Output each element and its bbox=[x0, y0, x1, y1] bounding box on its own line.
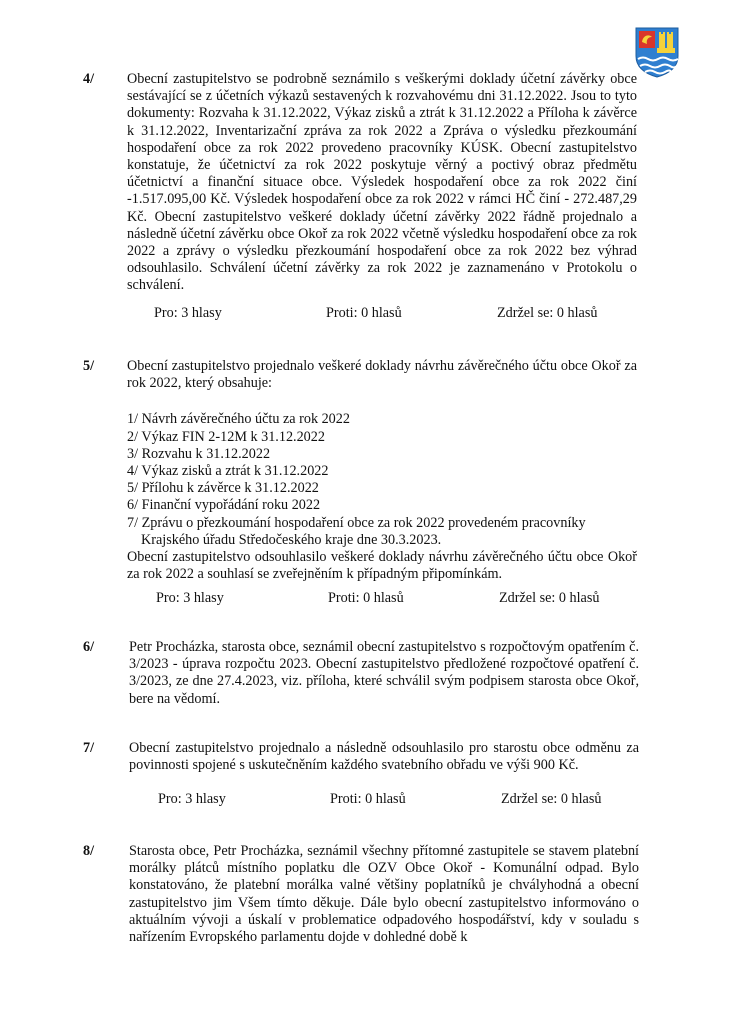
list-item: Krajského úřadu Středočeského kraje dne 30.3.2023. bbox=[141, 531, 442, 548]
list-item: 1/ Návrh závěrečného účtu za rok 2022 bbox=[127, 411, 350, 428]
item-paragraph: Starosta obce, Petr Procházka, seznámil všechny přítomné zastupitele se stavem platební morálky plátců místního poplatku dle OZV Obce Okoř - Komunální odpad. Bylo konstatováno, že platební morálka valné většiny poplatníků je chvályhodná a obecní zastupitelstvo jim Všem tímto děkuje. Dále bylo obecní zastupitelstvo informováno o aktuálním vývoji a úskalí v problematice odpadového hospodářství, kdy v souladu s nařízením Evropského parlamentu dojde v dohledné době k bbox=[129, 843, 639, 946]
item-text bbox=[129, 740, 639, 774]
item-text bbox=[127, 358, 637, 583]
vote-result-7 bbox=[0, 791, 730, 809]
votes-for: Pro: 3 hlasy bbox=[156, 590, 224, 606]
votes-against: Proti: 0 hlasů bbox=[326, 305, 402, 321]
votes-abstain: Zdržel se: 0 hlasů bbox=[501, 791, 602, 807]
votes-abstain: Zdržel se: 0 hlasů bbox=[497, 305, 598, 321]
votes-against: Proti: 0 hlasů bbox=[328, 590, 404, 606]
document-list bbox=[127, 411, 637, 549]
item-paragraph: Obecní zastupitelstvo projednalo a následně odsouhlasilo pro starostu obce odměnu za povinnosti spojené s uskutečněním každého svatebního obřadu ve výši 900 Kč. bbox=[129, 740, 639, 774]
item-paragraph: Obecní zastupitelstvo se podrobně seznámilo s veškerými doklady účetní závěrky obce sestávající se z účetních výkazů sestavených k rozvahovému dni 31.12.2022. Jsou to tyto dokumenty: Rozvaha k 31.12.2022, Výkaz zisků a ztrát k 31.12.2022 a Příloha k závěrce k 31.12.2022, Inventarizační zpráva za rok 2022 a Zpráva o výsledku přezkoumání hospodaření obce za rok 2022 provedeno pracovníky KÚSK. Obecní zastupitelstvo konstatuje, že účetnictví za rok 2022 poskytuje věrný a poctivý obraz předmětu účetnictví a finanční situace obce. Výsledek hospodaření obce za rok 2022 činí -1.517.095,00 Kč. Výsledek hospodaření obce za rok 2022 v rámci HČ činí - 272.487,29 Kč. Obecní zastupitelstvo veškeré doklady účetní závěrky 2022 řádně projednalo a následně účetní závěrku obce Okoř za rok 2022 včetně výsledku hospodaření obce za rok 2022 a zprávy o výsledku přezkoumání hospodaření obce za rok 2022 bez výhrad odsouhlasilo. Schválení účetní závěrky za rok 2022 je zaznamenáno v Protokolu o schválení. bbox=[127, 71, 637, 294]
votes-against: Proti: 0 hlasů bbox=[330, 791, 406, 807]
item-paragraph: Petr Procházka, starosta obce, seznámil obecní zastupitelstvo s rozpočtovým opatřením č. 3/2023 - úprava rozpočtu 2023. Obecní zastupitelstvo předložené rozpočtové opatření č. 3/2023, ze dne 27.4.2023, viz. příloha, které schválil svým podpisem starosta obce Okoř, bere na vědomí. bbox=[129, 639, 639, 707]
item-text bbox=[127, 71, 637, 295]
item-number: 7/ bbox=[83, 740, 95, 756]
item-text bbox=[129, 843, 639, 946]
item-number: 6/ bbox=[83, 639, 95, 655]
votes-for: Pro: 3 hlasy bbox=[158, 791, 226, 807]
vote-result-4 bbox=[0, 305, 730, 323]
item-number: 4/ bbox=[83, 71, 95, 87]
votes-abstain: Zdržel se: 0 hlasů bbox=[499, 590, 600, 606]
list-item: 5/ Přílohu k závěrce k 31.12.2022 bbox=[127, 480, 319, 497]
list-item: 4/ Výkaz zisků a ztrát k 31.12.2022 bbox=[127, 463, 329, 480]
item-conclusion: Obecní zastupitelstvo odsouhlasilo veškeré doklady návrhu závěrečného účtu obce Okoř za rok 2022 a souhlasí se zveřejněním k případným připomínkám. bbox=[127, 549, 637, 583]
municipal-crest-icon bbox=[634, 26, 680, 78]
vote-result-5 bbox=[0, 590, 730, 608]
list-item: 2/ Výkaz FIN 2-12M k 31.12.2022 bbox=[127, 428, 325, 445]
item-number: 5/ bbox=[83, 358, 95, 374]
item-text bbox=[129, 639, 639, 708]
list-item: 7/ Zprávu o přezkoumání hospodaření obce za rok 2022 provedeném pracovníky bbox=[127, 514, 586, 531]
list-item: 3/ Rozvahu k 31.12.2022 bbox=[127, 445, 271, 462]
item-intro: Obecní zastupitelstvo projednalo veškeré doklady návrhu závěrečného účtu obce Okoř za rok 2022, který obsahuje: bbox=[127, 358, 637, 392]
votes-for: Pro: 3 hlasy bbox=[154, 305, 222, 321]
list-item: 6/ Finanční vypořádání roku 2022 bbox=[127, 497, 321, 514]
item-number: 8/ bbox=[83, 843, 95, 859]
